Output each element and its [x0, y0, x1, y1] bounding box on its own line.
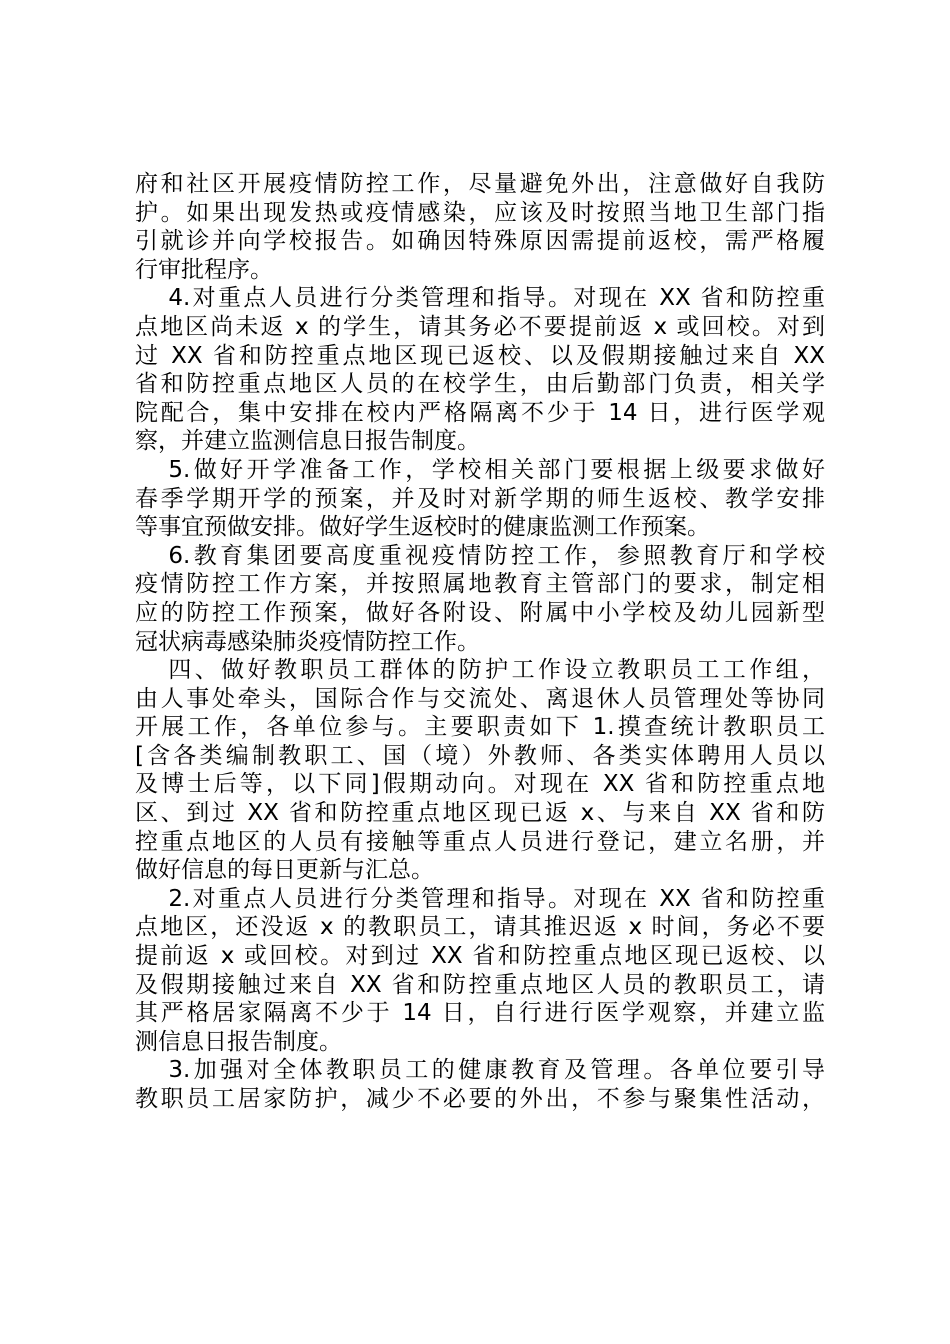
text-line: 控重点地区的人员有接触等重点人员进行登记，建立名册，并 — [135, 828, 825, 855]
text-line: 省和防控重点地区人员的在校学生，由后勤部门负责，相关学 — [135, 371, 825, 398]
text-line: 提前返 x 或回校。对到过 XX 省和防控重点地区现已返校、以 — [135, 943, 825, 970]
text-line: 区、到过 XX 省和防控重点地区现已返 x、与来自 XX 省和防 — [135, 800, 825, 827]
text-line: 教职员工居家防护，减少不必要的外出，不参与聚集性活动， — [135, 1086, 825, 1112]
text-line: 冠状病毒感染肺炎疫情防控工作。 — [135, 628, 480, 655]
text-line: 6.教育集团要高度重视疫情防控工作，参照教育厅和学校 — [168, 542, 825, 569]
text-line: [含各类编制教职工、国（境）外教师、各类实体聘用人员以 — [135, 742, 825, 769]
text-line: 护。如果出现发热或疫情感染，应该及时按照当地卫生部门指 — [135, 199, 825, 226]
text-line: 应的防控工作预案，做好各附设、附属中小学校及幼儿园新型 — [135, 599, 825, 626]
text-line: 及假期接触过来自 XX 省和防控重点地区人员的教职员工，请 — [135, 971, 825, 998]
text-line: 疫情防控工作方案，并按照属地教育主管部门的要求，制定相 — [135, 571, 825, 598]
text-line: 四、做好教职员工群体的防护工作设立教职员工工作组， — [168, 657, 825, 684]
document-body — [135, 170, 825, 1114]
text-line: 做好信息的每日更新与汇总。 — [135, 857, 434, 884]
text-line: 府和社区开展疫情防控工作，尽量避免外出，注意做好自我防 — [135, 171, 825, 197]
text-line: 春季学期开学的预案，并及时对新学期的师生返校、教学安排 — [135, 485, 825, 512]
text-line: 院配合，集中安排在校内严格隔离不少于 14 日，进行医学观 — [135, 399, 825, 426]
text-line: 过 XX 省和防控重点地区现已返校、以及假期接触过来自 XX — [135, 342, 825, 369]
text-line: 及博士后等，以下同]假期动向。对现在 XX 省和防控重点地 — [135, 771, 825, 798]
text-line: 引就诊并向学校报告。如确因特殊原因需提前返校，需严格履 — [135, 228, 825, 255]
text-line: 4.对重点人员进行分类管理和指导。对现在 XX 省和防控重 — [168, 285, 825, 312]
text-line: 其严格居家隔离不少于 14 日，自行进行医学观察，并建立监 — [135, 1000, 825, 1027]
text-line: 测信息日报告制度。 — [135, 1028, 342, 1055]
text-line: 由人事处牵头，国际合作与交流处、离退休人员管理处等协同 — [135, 685, 825, 712]
text-line: 5.做好开学准备工作，学校相关部门要根据上级要求做好 — [168, 456, 825, 483]
text-line: 察，并建立监测信息日报告制度。 — [135, 428, 480, 455]
text-line: 开展工作，各单位参与。主要职责如下 1.摸查统计教职员工 — [135, 714, 825, 741]
text-line: 点地区，还没返 x 的教职员工，请其推迟返 x 时间，务必不要 — [135, 914, 825, 941]
text-line: 2.对重点人员进行分类管理和指导。对现在 XX 省和防控重 — [168, 885, 825, 912]
text-line: 点地区尚未返 x 的学生，请其务必不要提前返 x 或回校。对到 — [135, 313, 825, 340]
text-line: 行审批程序。 — [135, 256, 273, 283]
text-line: 3.加强对全体教职员工的健康教育及管理。各单位要引导 — [168, 1057, 825, 1084]
text-line: 等事宜预做安排。做好学生返校时的健康监测工作预案。 — [135, 514, 710, 541]
